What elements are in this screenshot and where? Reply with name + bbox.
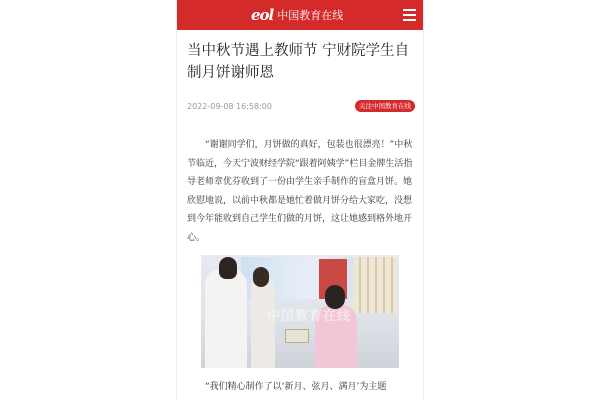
photo-student-head: [219, 257, 237, 279]
photo-background-shelf: [353, 257, 397, 313]
article-page: [176, 0, 424, 400]
article-title: 当中秋节遇上教师节 宁财院学生自制月饼谢师恩: [187, 43, 410, 81]
top-bar: [177, 0, 423, 30]
photo-student-figure: [205, 269, 247, 368]
article-photo: [201, 255, 399, 368]
site-logo[interactable]: [251, 5, 343, 25]
publish-date: 2022-09-08 16:58:00: [187, 102, 272, 111]
menu-line: [403, 9, 416, 11]
site-name: 中国教育在线: [277, 9, 344, 22]
menu-line: [403, 19, 416, 21]
article-paragraph: “谢谢同学们，月饼做的真好，包装也很漂亮！”中秋节临近，今天宁波财经学院“跟着阿姨学”栏目金牌生活指导老师章优芬收到了一份由学生亲手制作的盲盒月饼。她欣慰地说，以前中秋都是她忙着做月饼分给大家吃，没想到今年能收到自己学生们做的月饼，这让她感到格外地开心。: [187, 140, 413, 243]
photo-student-head: [253, 267, 269, 287]
photo-watermark: 中国教育在线: [267, 309, 352, 324]
article-meta: [187, 100, 415, 116]
eol-logo-mark: eol: [251, 6, 274, 24]
follow-button[interactable]: 关注中国教育在线: [355, 100, 415, 112]
article-paragraph: “我们精心制作了以‘新月、弦月、满月’为主题: [205, 382, 387, 392]
menu-line: [403, 14, 416, 16]
hamburger-menu-icon[interactable]: [403, 9, 416, 21]
photo-mooncake-box: [285, 329, 309, 343]
